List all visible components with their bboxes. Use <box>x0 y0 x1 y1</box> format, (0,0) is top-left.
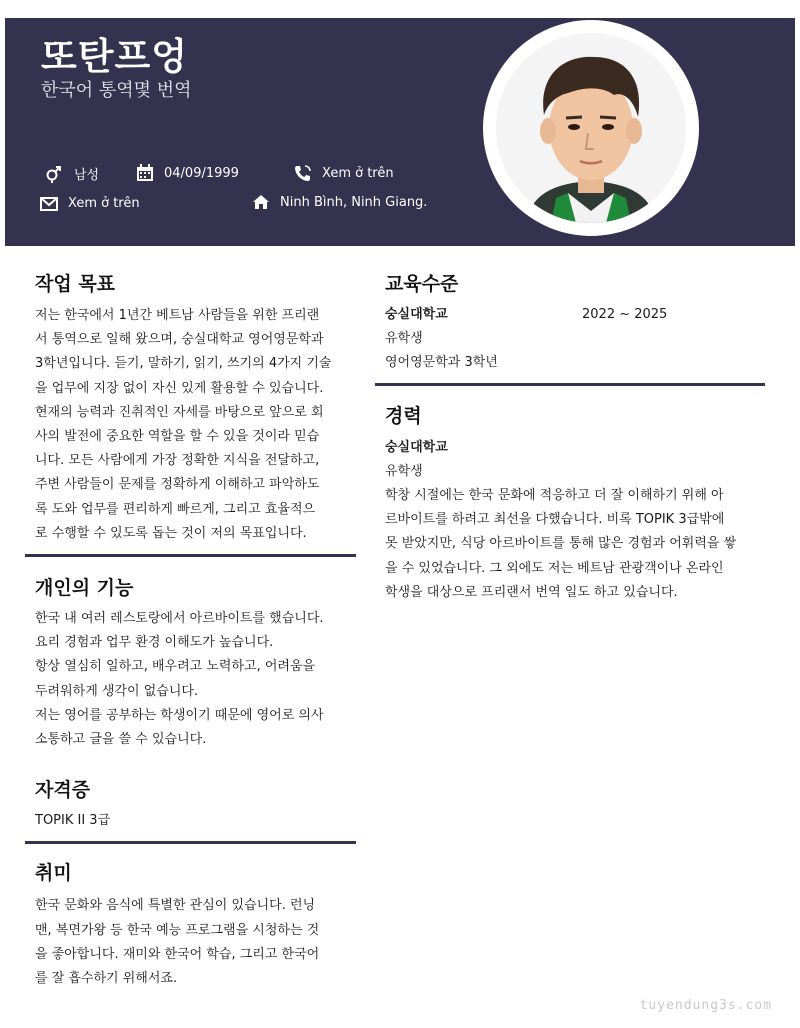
objective-line: 3학년입니다. 듣기, 말하기, 읽기, 쓰기의 4가지 기술 <box>35 356 332 372</box>
gender-value: 남성 <box>74 168 100 183</box>
objective-line: 주변 사람들이 문제를 정확하게 이해하고 파악하도 <box>35 477 320 493</box>
email-value: Xem ở trên <box>68 196 140 211</box>
skills-line: 요리 경험과 업무 환경 이해도가 높습니다. <box>35 635 274 651</box>
objective-line: 록 도와 업무를 편리하게 빠르게, 그리고 효율적으 <box>35 501 316 517</box>
experience-line: 을 수 있었습니다. 그 외에도 저는 베트남 관광객이나 온라인 <box>385 560 724 576</box>
hobbies-line: 를 잘 흡수하기 위해서죠. <box>35 971 178 987</box>
experience-line: 학창 시절에는 한국 문화에 적응하고 더 잘 이해하기 위해 아 <box>385 488 724 504</box>
education-major: 영어영문학과 3학년 <box>385 355 498 371</box>
objective-line: 로 수행할 수 있도록 돕는 것이 저의 목표입니다. <box>35 525 307 541</box>
phone-row <box>294 164 394 182</box>
objective-line: 니다. 모든 사람에게 가장 정확한 지식을 전달하고, <box>35 453 320 469</box>
skills-line: 한국 내 여러 레스토랑에서 아르바이트를 했습니다. <box>35 611 324 627</box>
address-row <box>252 194 427 210</box>
certificate-item: TOPIK II 3급 <box>35 813 111 829</box>
candidate-name: 또탄프엉 <box>41 35 188 78</box>
hobbies-line: 맨, 복면가왕 등 한국 예능 프로그램을 시청하는 것 <box>35 922 320 938</box>
experience-line: 못 받았지만, 식당 아르바이트를 통해 많은 경험과 어휘력을 쌓 <box>385 536 737 552</box>
left-column <box>25 246 356 991</box>
calendar-icon <box>136 164 154 182</box>
skills-heading: 개인의 기능 <box>35 577 134 600</box>
hobbies-heading: 취미 <box>35 862 72 885</box>
right-column <box>375 246 765 605</box>
home-icon <box>252 194 270 210</box>
objective-line: 현재의 능력과 진취적인 자세를 바탕으로 앞으로 회 <box>35 404 324 420</box>
skills-text <box>35 607 350 752</box>
skills-line: 저는 영어를 공부하는 학생이기 때문에 영어로 의사 <box>35 707 324 723</box>
experience-entry <box>385 436 765 605</box>
education-entry <box>385 303 765 376</box>
gender-icon <box>44 165 64 183</box>
phone-icon <box>294 164 312 182</box>
certificates-list <box>35 809 350 833</box>
phone-value: Xem ở trên <box>322 165 394 181</box>
education-heading: 교육수준 <box>385 273 459 295</box>
profile-photo-frame <box>483 20 699 236</box>
skills-line: 소통하고 글을 쓸 수 있습니다. <box>35 732 207 748</box>
hobbies-text <box>35 894 350 991</box>
objective-heading: 작업 목표 <box>35 273 116 295</box>
section-divider <box>25 554 356 557</box>
skills-line: 두려워하게 생각이 없습니다. <box>35 683 199 699</box>
education-period: 2022 ~ 2025 <box>582 307 668 322</box>
hobbies-line: 한국 문화와 음식에 특별한 관심이 있습니다. 런닝 <box>35 898 316 914</box>
experience-position: 유학생 <box>385 463 423 479</box>
profile-photo <box>496 33 686 223</box>
education-school: 숭실대학교 <box>385 307 448 322</box>
hobbies-line: 을 좋아합니다. 재미와 한국어 학습, 그리고 한국어 <box>35 946 320 962</box>
job-title: 한국어 통역몇 번역 <box>41 80 192 101</box>
objective-line: 사의 발전에 중요한 역할을 할 수 있을 것이라 믿습 <box>35 429 320 445</box>
objective-line: 을 업무에 지장 없이 자신 있게 활용할 수 있습니다. <box>35 380 324 396</box>
email-row <box>40 196 140 211</box>
gender-row <box>44 164 99 183</box>
skills-line: 항상 열심히 일하고, 배우려고 노력하고, 어려움을 <box>35 659 316 675</box>
experience-line: 학생을 대상으로 프리랜서 번역 일도 하고 있습니다. <box>385 584 678 600</box>
watermark: tuyendung3s.com <box>639 998 772 1013</box>
certificates-heading: 자격증 <box>35 779 91 802</box>
objective-text <box>35 304 350 546</box>
section-divider <box>25 841 356 844</box>
email-icon <box>40 197 58 211</box>
experience-heading: 경력 <box>385 404 422 427</box>
experience-line: 르바이트를 하려고 최선을 다했습니다. 비록 TOPIK 3급밖에 <box>385 512 725 528</box>
experience-org: 숭실대학교 <box>385 439 448 455</box>
address-value: Ninh Bình, Ninh Giang. <box>280 194 428 210</box>
section-divider <box>375 383 765 386</box>
education-status: 유학생 <box>385 331 423 347</box>
objective-line: 서 통역으로 일해 왔으며, 숭실대학교 영어영문학과 <box>35 332 324 348</box>
birthdate-value: 04/09/1999 <box>164 165 239 181</box>
birthdate-row <box>136 164 239 182</box>
objective-line: 저는 한국에서 1년간 베트남 사람들을 위한 프리랜 <box>35 308 320 323</box>
